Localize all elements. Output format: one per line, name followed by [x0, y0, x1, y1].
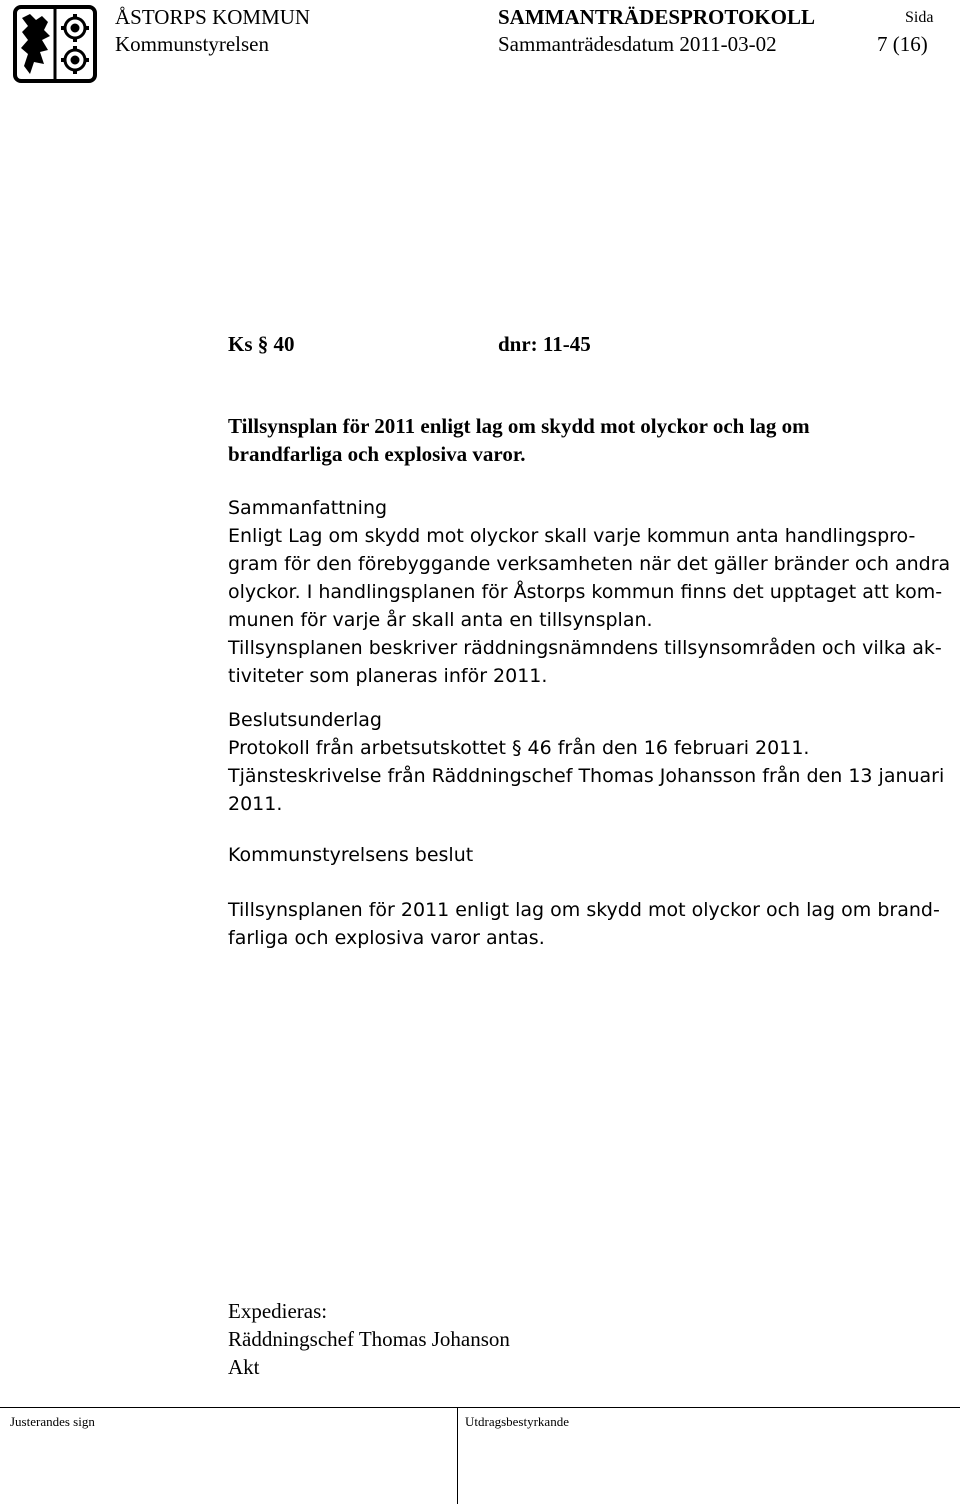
- dispatch-block: [228, 1297, 510, 1381]
- summary-heading: Sammanfattning: [228, 497, 388, 519]
- summary-line: munen för varje år skall anta en tillsynsplan.: [228, 609, 653, 631]
- footer-right-label: Utdragsbestyrkande: [465, 1414, 569, 1429]
- decision-body: [228, 896, 940, 952]
- footer-column-divider: [457, 1407, 458, 1504]
- board-name: Kommunstyrelsen: [115, 32, 269, 56]
- title-line: brandfarliga och explosiva varor.: [228, 442, 526, 466]
- title-line: Tillsynsplan för 2011 enligt lag om skydd mot olyckor och lag om: [228, 414, 810, 438]
- decision-heading: Kommunstyrelsens beslut: [228, 844, 474, 866]
- footer-divider: [0, 1407, 960, 1408]
- decision-line: farliga och explosiva varor antas.: [228, 927, 545, 949]
- dispatch-line: Räddningschef Thomas Johanson: [228, 1327, 510, 1351]
- dispatch-line: Expedieras:: [228, 1299, 328, 1323]
- coat-of-arms-icon: [12, 4, 98, 84]
- decision-line: Tillsynsplanen för 2011 enligt lag om skydd mot olyckor och lag om brand-: [228, 899, 940, 921]
- basis-body: [228, 734, 944, 818]
- summary-line: gram för den förebyggande verksamheten när det gäller bränder och andra: [228, 553, 951, 575]
- page-label: Sida: [905, 9, 934, 26]
- basis-heading: Beslutsunderlag: [228, 709, 382, 731]
- page-title: [228, 412, 928, 468]
- footer-left-label: Justerandes sign: [10, 1414, 95, 1429]
- basis-line: Protokoll från arbetsutskottet § 46 från den 16 februari 2011.: [228, 737, 810, 759]
- summary-line: Enligt Lag om skydd mot olyckor skall varje kommun anta handlingspro-: [228, 525, 916, 547]
- summary-line: Tillsynsplanen beskriver räddningsnämndens tillsynsområden och vilka ak-: [228, 637, 942, 659]
- case-dnr: dnr: 11-45: [498, 332, 591, 356]
- meeting-date: Sammanträdesdatum 2011-03-02: [498, 32, 777, 56]
- summary-line: olyckor. I handlingsplanen för Åstorps kommun finns det upptaget att kom-: [228, 581, 943, 603]
- protocol-title: SAMMANTRÄDESPROTOKOLL: [498, 5, 815, 29]
- page-number: 7 (16): [877, 32, 928, 56]
- summary-body: [228, 522, 950, 690]
- basis-line: 2011.: [228, 793, 283, 815]
- dispatch-line: Akt: [228, 1355, 260, 1379]
- basis-line: Tjänsteskrivelse från Räddningschef Thomas Johansson från den 13 januari: [228, 765, 945, 787]
- case-number: Ks § 40: [228, 332, 295, 356]
- municipality-name: ÅSTORPS KOMMUN: [115, 5, 311, 29]
- summary-line: tiviteter som planeras inför 2011.: [228, 665, 548, 687]
